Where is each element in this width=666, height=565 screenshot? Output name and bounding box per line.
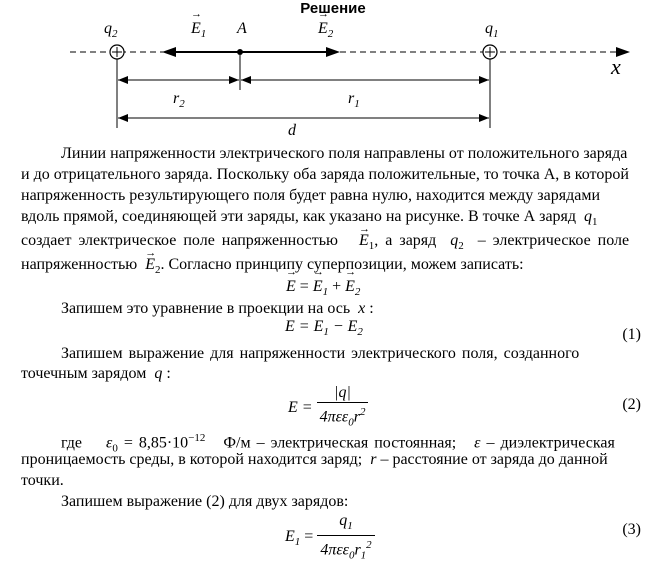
formula-3: $E_1$ = $\frac{q_1}{4\pi\varepsilon\varepsilon_0r_1^2}$ bbox=[285, 512, 375, 565]
formula-1: $E = E_1 - E_2$ bbox=[285, 318, 363, 339]
para1-line1: Линии напряженности электрического поля направлены от положительного заряда bbox=[61, 145, 628, 162]
equation-number-3: (3) bbox=[622, 521, 641, 538]
label-q2: $q_2$ bbox=[104, 20, 118, 41]
para2: Запишем это уравнение в проекции на ось x : bbox=[61, 300, 374, 317]
label-point-a: A bbox=[237, 20, 247, 37]
label-q1: $q_1$ bbox=[485, 20, 499, 41]
para3-line1: Запишем выражение для напряженности электрического поля, созданного bbox=[61, 345, 580, 362]
para1-line3: напряженность результирующего поля будет равна нулю, находится между зарядами bbox=[21, 187, 601, 204]
label-e2: → $E_2$ bbox=[318, 20, 333, 40]
label-axis-x: x bbox=[611, 54, 621, 79]
heading: Решение bbox=[300, 0, 366, 17]
para5: Запишем выражение (2) для двух зарядов: bbox=[61, 493, 349, 510]
para4-line3: точки. bbox=[21, 472, 64, 489]
para1-line4: вдоль прямой, соединяющей эти заряды, как указано на рисунке. В точке А заряд $q_1$ bbox=[21, 208, 598, 229]
superposition-formula: → E = → $E_1$ + → $E_2$ bbox=[286, 278, 360, 298]
para1-line6: напряженностью → $E_2$. Согласно принципу суперпозиции, можем записать: bbox=[21, 254, 641, 276]
formula-2: E = $\frac{|q|}{4\pi\varepsilon\varepsilon_0r^2}$ bbox=[288, 384, 368, 432]
label-e1: → $E_1$ bbox=[191, 20, 206, 40]
para4-line1: где $\varepsilon_0 = 8,85\cdot 10^{-12}$ Ф/м – электрическая постоянная; ε – диэлектрическая bbox=[61, 432, 615, 455]
para3-line2: точечным зарядом q : bbox=[21, 365, 171, 382]
para1-line2: и до отрицательного заряда. Поскольку оба заряда положительные, то точка А, в которой bbox=[21, 166, 629, 183]
para4-line2: проницаемость среды, в которой находится заряд; r – расстояние от заряда до данной bbox=[21, 451, 608, 468]
equation-number-1: (1) bbox=[622, 326, 641, 343]
equation-number-2: (2) bbox=[622, 396, 641, 413]
para1-line5: создает электрическое поле напряженностью → $E_1$, а заряд $q_2$ – электрическое поле bbox=[21, 230, 641, 252]
label-d: d bbox=[288, 122, 296, 139]
label-r1: $r_1$ bbox=[348, 90, 360, 111]
label-r2: $r_2$ bbox=[173, 90, 185, 111]
